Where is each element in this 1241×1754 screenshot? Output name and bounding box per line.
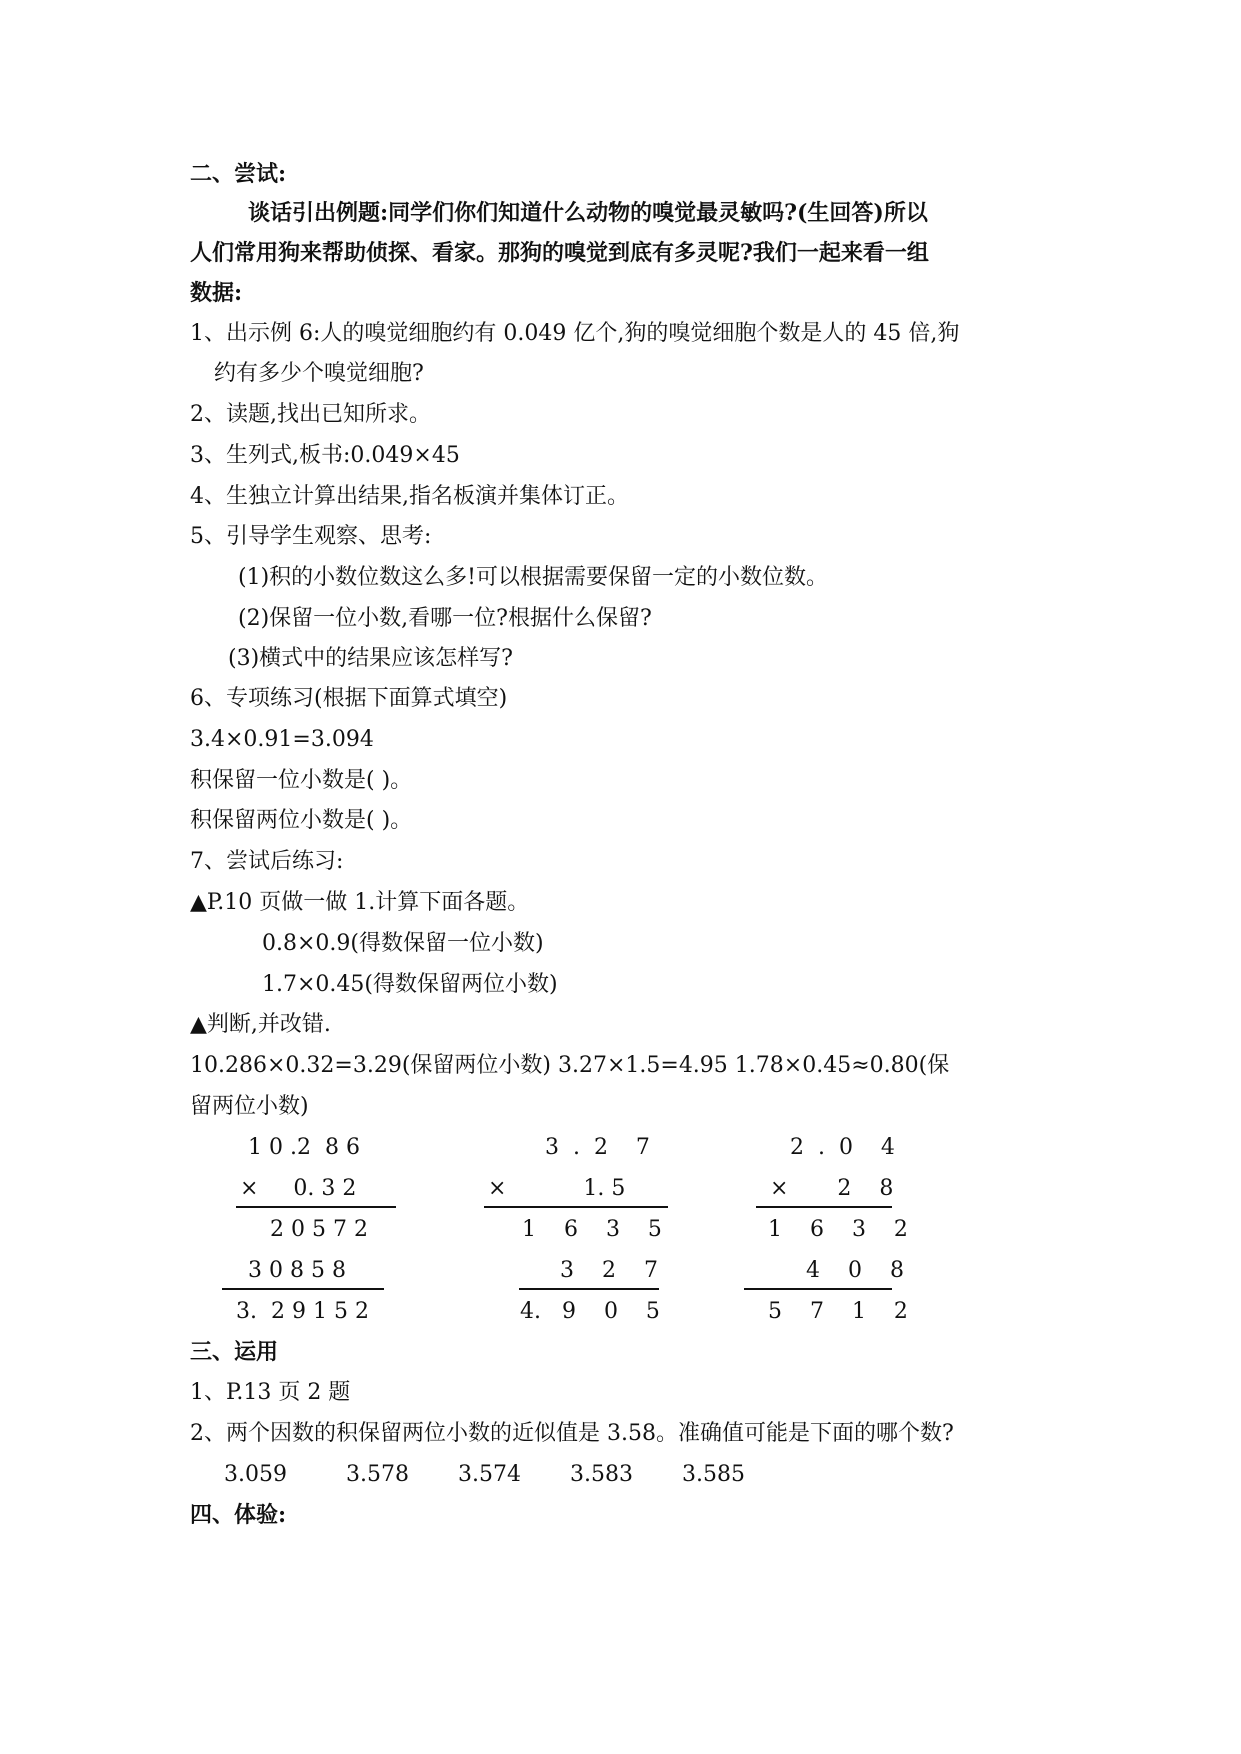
calc-3-row-5: 5 7 1 2 xyxy=(768,1299,908,1324)
option-2: 3.578 xyxy=(346,1462,409,1487)
calc-1-row-4: 3 0 8 5 8 xyxy=(248,1258,346,1283)
question-2: (2)保留一位小数,看哪一位?根据什么保留? xyxy=(238,606,652,631)
calc-3-row-4: 4 0 8 xyxy=(806,1258,904,1283)
calc-3-row-3: 1 6 3 2 xyxy=(768,1217,908,1242)
judge-header: ▲判断,并改错. xyxy=(190,1012,331,1037)
fill-blank-2: 积保留两位小数是( )。 xyxy=(190,808,413,833)
calc-3-rule-2 xyxy=(744,1288,892,1290)
equation: 3.4×0.91=3.094 xyxy=(190,727,374,752)
intro-line-2: 人们常用狗来帮助侦探、看家。那狗的嗅觉到底有多灵呢?我们一起来看一组 xyxy=(190,240,929,266)
step-5: 5、引导学生观察、思考: xyxy=(190,524,432,549)
judge-line: 10.286×0.32=3.29(保留两位小数) 3.27×1.5=4.95 1.78×0.45≈0.80(保 xyxy=(190,1053,950,1078)
calc-2-row-4: 3 2 7 xyxy=(560,1258,658,1283)
intro-line-3: 数据: xyxy=(190,280,243,306)
question-3: (3)横式中的结果应该怎样写? xyxy=(228,646,513,671)
calc-3-row-1: 2 . 0 4 xyxy=(790,1135,895,1160)
calc-3-rule-1 xyxy=(756,1206,892,1208)
calc-1-row-5: 3. 2 9 1 5 2 xyxy=(236,1299,369,1324)
fill-blank-1: 积保留一位小数是( )。 xyxy=(190,768,413,793)
option-1: 3.059 xyxy=(224,1462,287,1487)
calc-1-rule-1 xyxy=(236,1206,396,1208)
section-4-title: 四、体验: xyxy=(190,1502,287,1528)
step-4: 4、生独立计算出结果,指名板演并集体订正。 xyxy=(190,484,629,509)
step-3: 3、生列式,板书:0.049×45 xyxy=(190,443,460,468)
step-1-cont: 约有多少个嗅觉细胞? xyxy=(214,361,424,386)
apply-2: 2、两个因数的积保留两位小数的近似值是 3.58。准确值可能是下面的哪个数? xyxy=(190,1421,954,1446)
calc-2-rule-1 xyxy=(484,1206,668,1208)
option-3: 3.574 xyxy=(458,1462,521,1487)
step-1: 1、出示例 6:人的嗅觉细胞约有 0.049 亿个,狗的嗅觉细胞个数是人的 45 倍,狗 xyxy=(190,321,960,346)
calc-3-row-2: × 2 8 xyxy=(770,1176,894,1201)
calc-2-row-2: × 1. 5 xyxy=(488,1176,626,1201)
intro-line-1: 谈话引出例题:同学们你们知道什么动物的嗅觉最灵敏吗?(生回答)所以 xyxy=(248,200,928,226)
calc-1-row-1: 1 0 .2 8 6 xyxy=(248,1135,360,1160)
step-7: 7、尝试后练习: xyxy=(190,849,344,874)
option-5: 3.585 xyxy=(682,1462,745,1487)
calc-2-rule-2 xyxy=(519,1288,659,1290)
exercise-1: 0.8×0.9(得数保留一位小数) xyxy=(262,931,544,956)
apply-1: 1、P.13 页 2 题 xyxy=(190,1380,351,1405)
calc-2-row-3: 1 6 3 5 xyxy=(522,1217,662,1242)
judge-line-cont: 留两位小数) xyxy=(190,1094,309,1119)
calc-2-row-1: 3 . 2 7 xyxy=(545,1135,650,1160)
exercise-2: 1.7×0.45(得数保留两位小数) xyxy=(262,972,558,997)
section-3-title: 三、运用 xyxy=(190,1339,279,1365)
question-1: (1)积的小数位数这么多!可以根据需要保留一定的小数位数。 xyxy=(238,565,829,590)
option-4: 3.583 xyxy=(570,1462,633,1487)
section-2-title: 二、尝试: xyxy=(190,161,287,187)
step-6: 6、专项练习(根据下面算式填空) xyxy=(190,686,508,711)
calc-2-row-5: 4. 9 0 5 xyxy=(520,1299,660,1324)
calc-1-rule-2 xyxy=(222,1288,384,1290)
practice-header: ▲P.10 页做一做 1.计算下面各题。 xyxy=(190,890,530,915)
step-2: 2、读题,找出已知所求。 xyxy=(190,402,431,427)
calc-1-row-3: 2 0 5 7 2 xyxy=(270,1217,368,1242)
calc-1-row-2: × 0. 3 2 xyxy=(240,1176,357,1201)
